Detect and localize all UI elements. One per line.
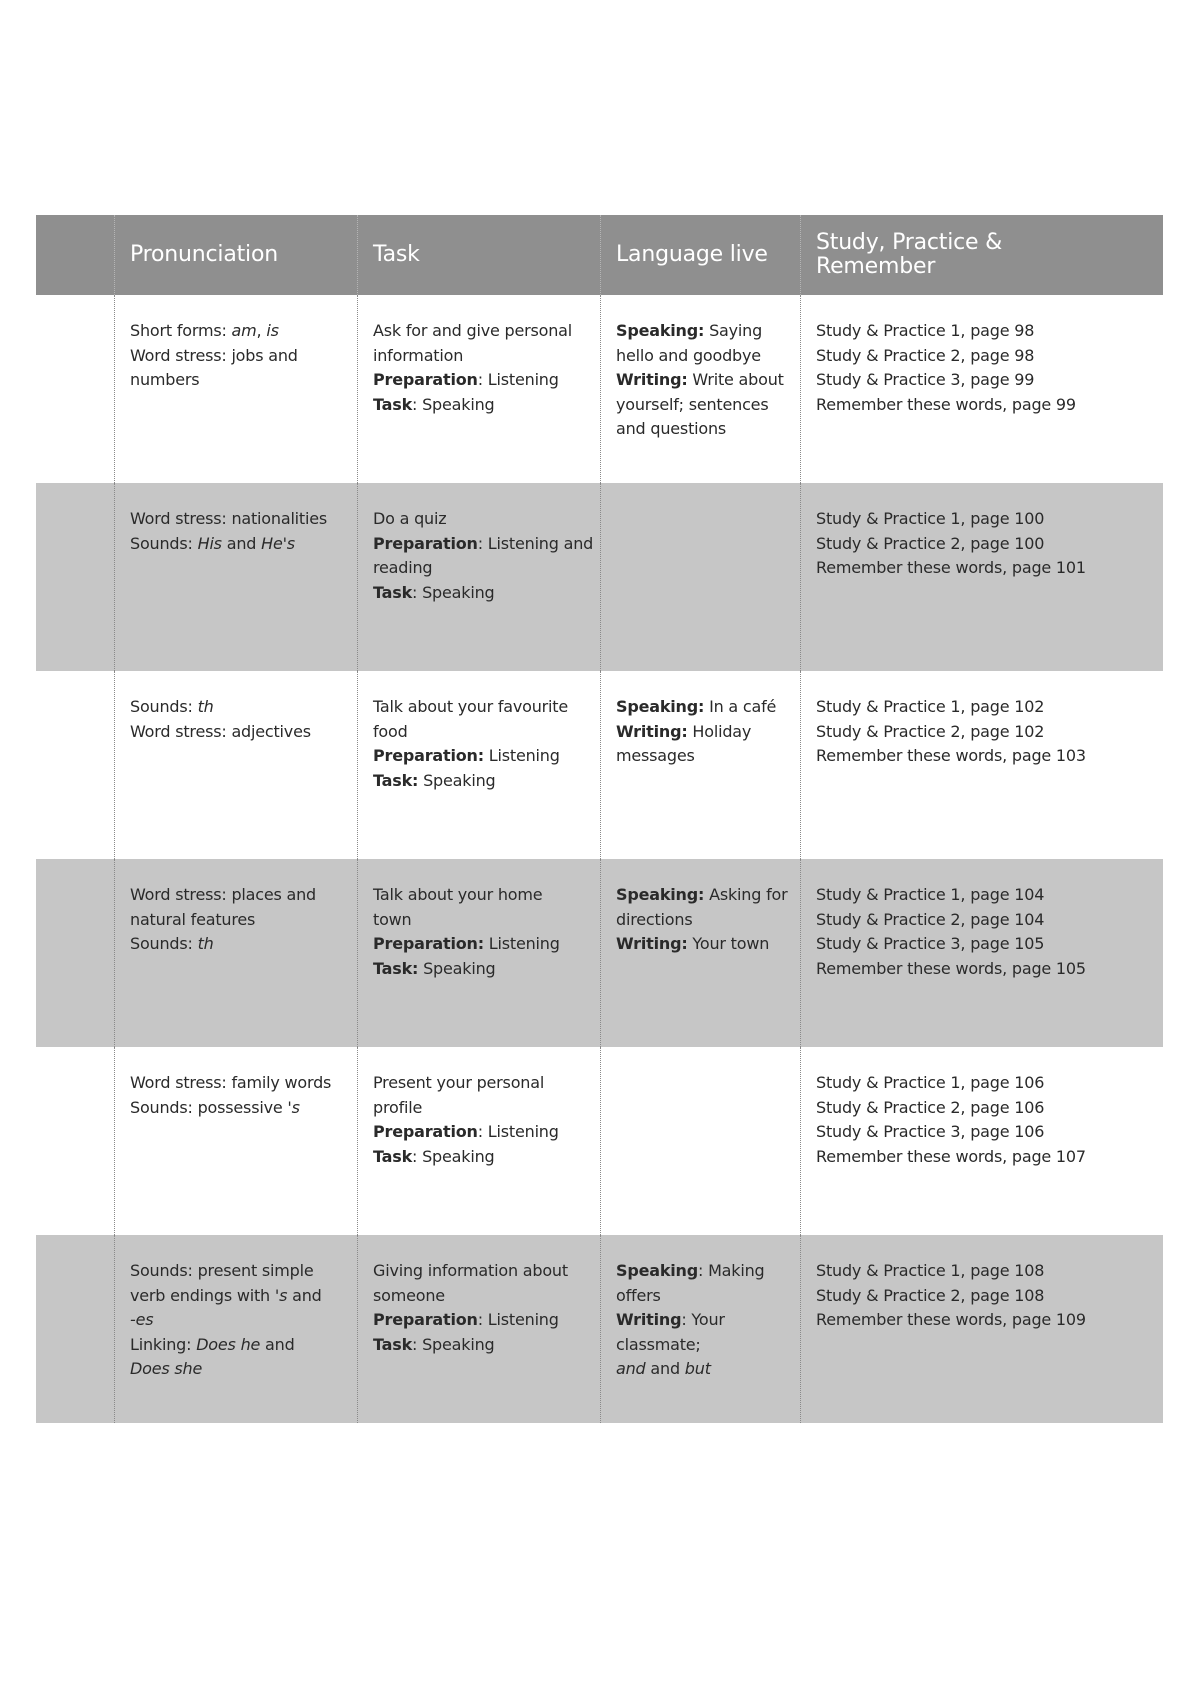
text: Remember these words, page 101	[816, 558, 1086, 577]
text: and questions	[616, 419, 727, 438]
cell-line	[816, 556, 1163, 581]
bold-label: Writing	[616, 1310, 682, 1329]
table-row	[36, 295, 1163, 483]
row-label-cell	[36, 1047, 114, 1235]
bold-label: Writing:	[616, 934, 688, 953]
cell-line	[373, 908, 600, 933]
text: reading	[373, 558, 433, 577]
italic-text: -es	[130, 1310, 154, 1329]
cell-line	[373, 319, 600, 344]
cell-line	[816, 1096, 1163, 1121]
bold-label: Preparation	[373, 533, 478, 553]
table-row	[36, 859, 1163, 1047]
bold-label: Preparation	[373, 1122, 478, 1141]
text: someone	[373, 1285, 445, 1305]
cell-study-practice-remember	[800, 295, 1163, 483]
table-row	[36, 1235, 1163, 1423]
cell-task	[357, 483, 600, 671]
bold-label: Preparation:	[373, 934, 484, 953]
cell-language-live	[600, 1235, 800, 1423]
cell-line	[816, 744, 1163, 769]
cell-line	[130, 908, 357, 933]
cell-line	[373, 932, 600, 957]
cell-line	[373, 1308, 600, 1333]
row-label-cell	[36, 295, 114, 483]
text: In a café	[704, 697, 777, 716]
header-language-live: Language live	[600, 215, 800, 295]
cell-task	[357, 295, 600, 483]
text: Word stress: family words	[130, 1073, 332, 1092]
cell-line	[373, 1096, 600, 1121]
cell-study-practice-remember	[800, 1047, 1163, 1235]
text: : Speaking	[412, 1146, 495, 1166]
text: Listening	[483, 746, 560, 765]
italic-text: and	[616, 1359, 646, 1378]
cell-line	[130, 883, 357, 908]
text: Remember these words, page 99	[816, 394, 1076, 414]
text: Present your personal	[373, 1073, 545, 1092]
text: natural features	[130, 909, 256, 929]
text: : Listening	[477, 1122, 559, 1141]
text: : Speaking	[412, 394, 495, 414]
cell-line	[616, 1259, 800, 1284]
cell-task	[357, 1235, 600, 1423]
text: Study & Practice 2, page 100	[816, 533, 1045, 553]
text: Study & Practice 1, page 104	[816, 885, 1045, 904]
bold-label: Preparation:	[373, 746, 484, 765]
text: Speaking	[418, 958, 496, 978]
cell-study-practice-remember	[800, 671, 1163, 859]
cell-line	[816, 1259, 1163, 1284]
text: Write about	[687, 370, 784, 389]
text: Holiday	[687, 721, 752, 741]
cell-line	[130, 1096, 357, 1121]
cell-line	[130, 1357, 357, 1382]
text: Talk about your favourite	[373, 697, 569, 716]
cell-line	[373, 769, 600, 794]
cell-task	[357, 859, 600, 1047]
cell-line	[373, 344, 600, 369]
text: : Listening	[477, 1310, 559, 1329]
cell-line	[130, 507, 357, 532]
italic-text: th	[197, 697, 214, 716]
row-label-cell	[36, 1235, 114, 1423]
bold-label: Task:	[373, 958, 419, 978]
bold-label: Writing:	[616, 721, 688, 741]
cell-line	[130, 932, 357, 957]
text: Study & Practice 2, page 108	[816, 1285, 1045, 1305]
cell-line	[373, 1145, 600, 1170]
text: Remember these words, page 103	[816, 746, 1086, 765]
bold-label: Task	[373, 1334, 413, 1354]
cell-line	[816, 532, 1163, 557]
bold-label: Preparation	[373, 1310, 478, 1329]
cell-line	[130, 720, 357, 745]
cell-line	[816, 1145, 1163, 1170]
bold-label: Speaking	[616, 1261, 698, 1280]
table-header	[36, 215, 1163, 295]
cell-language-live	[600, 859, 800, 1047]
italic-text: He's	[261, 533, 295, 553]
text: profile	[373, 1097, 423, 1117]
header-study-practice-remember: Study, Practice & Remember	[800, 215, 1163, 295]
cell-line	[373, 393, 600, 418]
text: yourself; sentences	[616, 394, 769, 414]
text: : Listening and	[477, 533, 594, 553]
text: Talk about your home	[373, 885, 543, 904]
cell-line	[130, 368, 357, 393]
text: Study & Practice 1, page 102	[816, 697, 1045, 716]
text: : Listening	[477, 370, 559, 389]
row-label-cell	[36, 859, 114, 1047]
text: : Making	[698, 1261, 765, 1280]
bold-label: Writing:	[616, 370, 688, 389]
cell-line	[130, 344, 357, 369]
cell-study-practice-remember	[800, 483, 1163, 671]
italic-text: is	[266, 321, 279, 340]
cell-line	[130, 319, 357, 344]
cell-pronunciation	[114, 859, 357, 1047]
text: Word stress: jobs and	[130, 345, 298, 365]
text: verb endings with	[130, 1285, 275, 1305]
text: : Speaking	[412, 582, 495, 602]
cell-language-live	[600, 671, 800, 859]
text: : Speaking	[412, 1334, 495, 1354]
cell-line	[130, 1071, 357, 1096]
cell-line	[816, 1071, 1163, 1096]
cell-line	[816, 319, 1163, 344]
header-task: Task	[357, 215, 600, 295]
cell-line	[373, 368, 600, 393]
cell-line	[816, 957, 1163, 982]
cell-line	[816, 720, 1163, 745]
text: Study & Practice 2, page 102	[816, 721, 1045, 741]
text: ,	[256, 321, 267, 340]
cell-line	[130, 695, 357, 720]
bold-label: Task:	[373, 770, 419, 790]
italic-text: but	[684, 1359, 711, 1378]
cell-line	[130, 532, 357, 557]
text: information	[373, 345, 464, 365]
cell-pronunciation	[114, 483, 357, 671]
cell-line	[616, 1333, 800, 1358]
cell-line	[616, 908, 800, 933]
cell-line	[373, 1284, 600, 1309]
text: town	[373, 909, 412, 929]
text: Speaking	[418, 770, 496, 790]
cell-line	[373, 744, 600, 769]
text: Do a quiz	[373, 509, 447, 528]
text: Study & Practice 1, page 98	[816, 321, 1035, 340]
cell-line	[616, 744, 800, 769]
cell-line	[816, 695, 1163, 720]
text: Sounds: present simple	[130, 1261, 314, 1280]
cell-line	[816, 1308, 1163, 1333]
table-body	[36, 295, 1163, 1423]
text: Remember these words, page 105	[816, 958, 1086, 978]
cell-line	[816, 932, 1163, 957]
bold-label: Task	[373, 394, 413, 414]
cell-pronunciation	[114, 1235, 357, 1423]
cell-line	[616, 344, 800, 369]
italic-text: Does she	[130, 1359, 203, 1378]
italic-text: His	[197, 533, 222, 553]
text: Word stress: adjectives	[130, 721, 311, 741]
cell-line	[373, 556, 600, 581]
italic-text: th	[197, 934, 214, 953]
text: Study & Practice 3, page 106	[816, 1122, 1045, 1141]
text: and	[287, 1285, 322, 1305]
bold-label: Preparation	[373, 370, 478, 389]
text: directions	[616, 909, 693, 929]
italic-text: 's	[287, 1097, 300, 1117]
cell-line	[130, 1308, 357, 1333]
text: food	[373, 721, 408, 741]
bold-label: Speaking:	[616, 321, 705, 340]
header-cell-blank	[36, 215, 114, 295]
text: Remember these words, page 109	[816, 1310, 1086, 1329]
cell-line	[373, 720, 600, 745]
cell-line	[616, 393, 800, 418]
cell-line	[816, 507, 1163, 532]
text: Your town	[687, 934, 770, 953]
cell-line	[373, 1333, 600, 1358]
bold-label: Task	[373, 582, 413, 602]
cell-line	[373, 1071, 600, 1096]
text: Study & Practice 3, page 99	[816, 370, 1035, 389]
bold-label: Speaking:	[616, 885, 705, 904]
header-pronunciation: Pronunciation	[114, 215, 357, 295]
table-row	[36, 483, 1163, 671]
bold-label: Speaking:	[616, 697, 705, 716]
text: Short forms:	[130, 321, 232, 340]
cell-line	[816, 1284, 1163, 1309]
cell-pronunciation	[114, 671, 357, 859]
text: and	[221, 533, 262, 553]
cell-line	[816, 908, 1163, 933]
cell-line	[616, 417, 800, 442]
cell-line	[130, 1259, 357, 1284]
text: Study & Practice 1, page 106	[816, 1073, 1045, 1092]
italic-text: am	[231, 321, 257, 340]
text: Sounds: possessive	[130, 1097, 288, 1117]
text: Study & Practice 2, page 98	[816, 345, 1035, 365]
cell-pronunciation	[114, 1047, 357, 1235]
text: Ask for and give personal	[373, 321, 573, 340]
text: Listening	[483, 934, 560, 953]
cell-line	[373, 532, 600, 557]
table-row	[36, 671, 1163, 859]
text: Study & Practice 2, page 104	[816, 909, 1045, 929]
cell-line	[373, 1120, 600, 1145]
cell-language-live	[600, 483, 800, 671]
cell-line	[373, 695, 600, 720]
text: Study & Practice 1, page 108	[816, 1261, 1045, 1280]
cell-line	[816, 883, 1163, 908]
cell-line	[616, 1284, 800, 1309]
cell-study-practice-remember	[800, 1235, 1163, 1423]
text: Study & Practice 1, page 100	[816, 509, 1045, 528]
text: numbers	[130, 370, 200, 389]
cell-line	[616, 720, 800, 745]
italic-text: 's	[274, 1285, 288, 1305]
text: Word stress: places and	[130, 885, 317, 904]
cell-line	[616, 319, 800, 344]
table-row	[36, 1047, 1163, 1235]
cell-line	[616, 883, 800, 908]
text: Saying	[704, 321, 763, 340]
text: Giving information about	[373, 1261, 568, 1280]
cell-line	[373, 581, 600, 606]
cell-line	[130, 1333, 357, 1358]
syllabus-table	[36, 215, 1163, 1423]
bold-label: Task	[373, 1146, 413, 1166]
cell-line	[373, 507, 600, 532]
cell-line	[816, 1120, 1163, 1145]
cell-pronunciation	[114, 295, 357, 483]
text: Asking for	[704, 885, 788, 904]
cell-line	[616, 1308, 800, 1333]
text: Sounds:	[130, 533, 198, 553]
text: and	[645, 1359, 685, 1378]
text: hello and goodbye	[616, 345, 761, 365]
cell-task	[357, 671, 600, 859]
text: Word stress: nationalities	[130, 509, 328, 528]
cell-line	[616, 932, 800, 957]
text: and	[260, 1334, 295, 1354]
text: Remember these words, page 107	[816, 1146, 1086, 1166]
text: : Your	[681, 1310, 725, 1329]
cell-language-live	[600, 295, 800, 483]
cell-line	[130, 1284, 357, 1309]
text: Sounds:	[130, 697, 198, 716]
cell-task	[357, 1047, 600, 1235]
cell-line	[616, 368, 800, 393]
cell-line	[816, 344, 1163, 369]
text: Study & Practice 3, page 105	[816, 934, 1045, 953]
cell-line	[373, 957, 600, 982]
text: Sounds:	[130, 934, 198, 953]
row-label-cell	[36, 483, 114, 671]
text: Linking:	[130, 1334, 197, 1354]
row-label-cell	[36, 671, 114, 859]
cell-line	[616, 695, 800, 720]
italic-text: Does he	[196, 1334, 261, 1354]
cell-study-practice-remember	[800, 859, 1163, 1047]
cell-line	[816, 368, 1163, 393]
cell-line	[616, 1357, 800, 1382]
text: offers	[616, 1285, 661, 1305]
cell-line	[816, 393, 1163, 418]
text: classmate;	[616, 1334, 701, 1354]
cell-line	[373, 883, 600, 908]
cell-line	[373, 1259, 600, 1284]
text: Study & Practice 2, page 106	[816, 1097, 1045, 1117]
text: messages	[616, 746, 695, 765]
cell-language-live	[600, 1047, 800, 1235]
